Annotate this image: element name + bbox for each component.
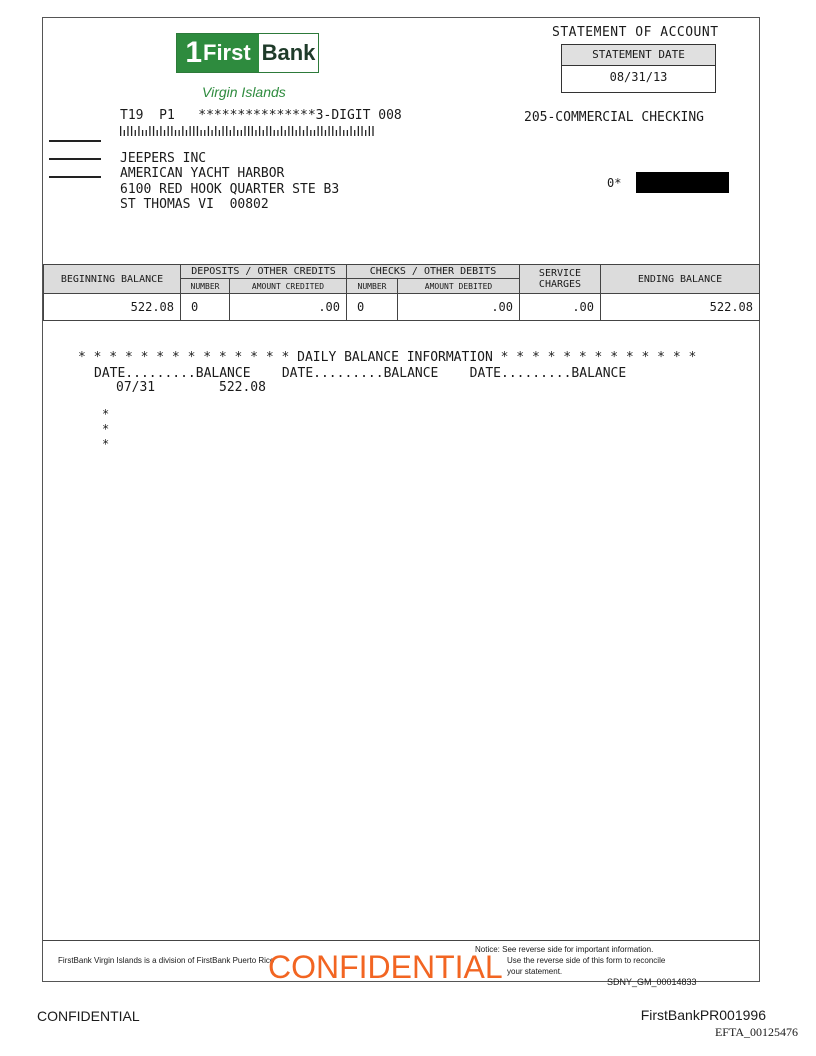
daily-row-date: 07/31 bbox=[116, 380, 156, 395]
redaction-box bbox=[636, 172, 729, 193]
logo-green-block bbox=[177, 34, 259, 72]
header-beginning-balance: BEGINNING BALANCE bbox=[44, 265, 181, 294]
customer-name: JEEPERS INC bbox=[120, 151, 207, 166]
address-line-3: ST THOMAS VI 00802 bbox=[120, 197, 269, 212]
address-line-2: 6100 RED HOOK QUARTER STE B3 bbox=[120, 182, 340, 197]
footer-division-text: FirstBank Virgin Islands is a division of FirstBank Puerto Rico bbox=[58, 956, 275, 965]
page-confidential-label: CONFIDENTIAL bbox=[37, 1008, 140, 1024]
document-id: SDNY_GM_00014833 bbox=[607, 977, 697, 987]
filler-star: * bbox=[102, 437, 110, 451]
amount-debited-value: .00 bbox=[398, 294, 520, 321]
account-number-prefix: 0* bbox=[607, 176, 622, 190]
header-amount-debited: AMOUNT DEBITED bbox=[398, 279, 520, 294]
amount-credited-value: .00 bbox=[230, 294, 347, 321]
service-charges-value: .00 bbox=[520, 294, 601, 321]
daily-row-balance: 522.08 bbox=[219, 380, 266, 395]
header-check-number: NUMBER bbox=[347, 279, 398, 294]
ending-balance-value: 522.08 bbox=[601, 294, 760, 321]
fold-mark bbox=[49, 140, 101, 142]
footer-divider bbox=[43, 940, 759, 941]
fold-mark bbox=[49, 158, 101, 160]
header-deposit-number: NUMBER bbox=[181, 279, 230, 294]
postal-barcode bbox=[120, 126, 376, 136]
account-type: 205-COMMERCIAL CHECKING bbox=[524, 110, 705, 125]
header-checks: CHECKS / OTHER DEBITS bbox=[347, 265, 520, 279]
header-service-charges: SERVICE CHARGES bbox=[520, 265, 601, 294]
statement-date-value: 08/31/13 bbox=[561, 65, 716, 93]
header-deposits: DEPOSITS / OTHER CREDITS bbox=[181, 265, 347, 279]
daily-balance-columns: DATE.........BALANCE DATE.........BALANCE DATE.........BALANCE bbox=[94, 366, 627, 381]
logo-first: First bbox=[203, 40, 251, 65]
notice-line-3: your statement. bbox=[507, 967, 563, 976]
logo-bank: Bank bbox=[261, 40, 316, 65]
routing-line: T19 P1 ***************3-DIGIT 008 bbox=[120, 108, 402, 123]
firstbank-logo bbox=[176, 33, 319, 73]
daily-balance-heading: * * * * * * * * * * * * * * DAILY BALANCE INFORMATION * * * * * * * * * * * * * bbox=[78, 350, 697, 365]
header-ending-balance: ENDING BALANCE bbox=[601, 265, 760, 294]
beginning-balance-value: 522.08 bbox=[44, 294, 181, 321]
notice-line-1: Notice: See reverse side for important information. bbox=[475, 945, 654, 954]
statement-date-label: STATEMENT DATE bbox=[561, 44, 716, 66]
check-count-value: 0 bbox=[347, 294, 398, 321]
fold-mark bbox=[49, 176, 101, 178]
confidential-stamp: CONFIDENTIAL bbox=[268, 949, 503, 985]
statement-title: STATEMENT OF ACCOUNT bbox=[552, 25, 719, 40]
efta-number: EFTA_00125476 bbox=[714, 1025, 798, 1039]
notice-line-2: Use the reverse side of this form to reconcile bbox=[507, 956, 666, 965]
footer-notice bbox=[475, 944, 715, 977]
account-summary-table bbox=[43, 264, 760, 321]
filler-star: * bbox=[102, 407, 110, 421]
header-amount-credited: AMOUNT CREDITED bbox=[230, 279, 347, 294]
deposit-count-value: 0 bbox=[181, 294, 230, 321]
bates-number: FirstBankPR001996 bbox=[640, 1007, 766, 1023]
address-line-1: AMERICAN YACHT HARBOR bbox=[120, 166, 285, 181]
filler-star: * bbox=[102, 422, 110, 436]
logo-one: 1 bbox=[185, 36, 202, 69]
logo-subtitle: Virgin Islands bbox=[202, 84, 286, 100]
